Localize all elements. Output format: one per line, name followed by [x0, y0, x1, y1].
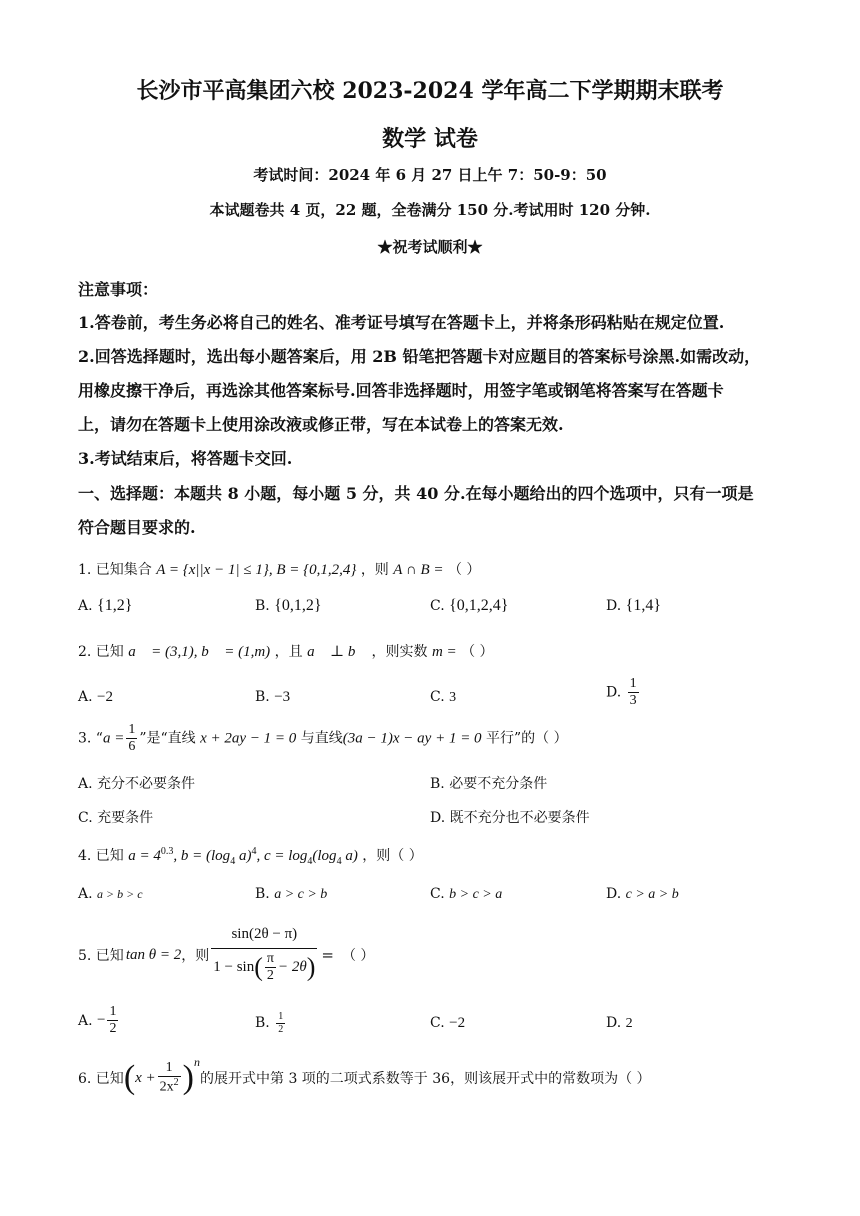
q3-option-d: D. 既不充分也不必要条件 [430, 810, 590, 826]
question-2 [78, 641, 494, 661]
q6-number: 6. 已知 [78, 1071, 124, 1087]
q1-text: ，则 [360, 562, 389, 578]
q1-option-a: A. {1,2} [78, 597, 133, 614]
q5-option-c: C. −2 [430, 1015, 466, 1031]
q2-answer-blank: （ ） [461, 644, 494, 660]
q5-text: ，则 [181, 948, 210, 964]
q3-option-b: B. 必要不充分条件 [430, 776, 548, 792]
q2-option-a: A. −2 [78, 689, 113, 705]
section-1-line-2: 符合题目要求的. [78, 518, 196, 537]
question-5 [78, 920, 374, 990]
notice-heading: 注意事项： [78, 280, 159, 299]
q2-variable: m = [431, 644, 457, 660]
q3-fraction: $\frac{1}{6}$ [128, 722, 136, 755]
q5-equals: = [321, 946, 334, 964]
question-3 [78, 722, 568, 755]
q5-option-d: D. 2 [606, 1015, 633, 1031]
q1-expression: A ∩ B = [393, 562, 444, 578]
q3-line-2: (3a − 1)x − ay + 1 = 0 [342, 730, 482, 747]
q4-option-d: D. c > a > b [606, 886, 679, 902]
blessing: ★祝考试顺利★ [377, 238, 483, 256]
notice-item-2-line-1: 2.回答选择题时，选出每小题答案后，用 2B 铅笔把答题卡对应题目的答案标号涂黑.如需改动， [78, 347, 761, 366]
q6-exponent: n [194, 1055, 200, 1069]
notice-item-2-line-2: 用橡皮擦干净后，再选涂其他答案标号.回答非选择题时，用签字笔或钢笔将答案写在答题卡 [78, 381, 724, 400]
notice-item-1: 1.答卷前，考生务必将自己的姓名、准考证号填写在答题卡上，并将条形码粘贴在规定位置. [78, 313, 725, 332]
q2-text-1: ，且 [274, 644, 303, 660]
q2-vectors: a⃗ = (3,1), b⃗ = (1,m) [128, 644, 271, 660]
question-4 [78, 845, 423, 867]
q1-sets: A = {x||x − 1| ≤ 1}, B = {0,1,2,4} [156, 562, 357, 578]
q3-option-c: C. 充要条件 [78, 810, 154, 826]
q3-lhs: a = [102, 730, 125, 747]
q2-option-c: C. 3 [430, 689, 457, 705]
q5-condition: tan θ = 2 [125, 946, 182, 963]
q1-number: 1. 已知集合 [78, 562, 152, 578]
q3-text-1: ”是“直线 [139, 730, 196, 747]
question-1 [78, 559, 480, 579]
q5-number: 5. 已知 [78, 948, 124, 964]
q4-option-b: B. a > c > b [255, 886, 328, 902]
q1-option-b: B. {0,1,2} [255, 597, 322, 614]
q2-option-d: D. $\frac{1}{3}$ [606, 676, 637, 709]
q5-denominator: 1 − sin( $\frac{\pi}{2}$ − 2θ) [213, 950, 316, 983]
q4-text: ，则（ ） [362, 848, 423, 864]
exam-title: 长沙市平高集团六校 2023-2024 学年高二下学期期末联考 [136, 78, 724, 104]
question-6: 6. 已知 ( x + $\frac{1}{2x^2}$ ) n 的展开式中第 3 项的二项式系数等于 36，则该展开式中的常数项为（ ） [78, 1055, 651, 1096]
q3-text-3: 平行”的（ ） [486, 730, 568, 747]
q1-option-d: D. {1,4} [606, 597, 661, 614]
q5-answer-blank: （ ） [341, 948, 375, 964]
exam-info: 本试题卷共 4 页，22 题，全卷满分 150 分.考试用时 120 分钟. [209, 201, 651, 219]
q5-option-b: B. $\frac{1}{2}$ [255, 1011, 284, 1035]
exam-time: 考试时间：2024 年 6 月 27 日上午 7：50-9：50 [253, 166, 607, 184]
q3-option-a: A. 充分不必要条件 [78, 776, 196, 792]
q2-option-b: B. −3 [255, 689, 291, 705]
q2-text-2: ，则实数 [371, 644, 428, 660]
q3-line-1: x + 2ay − 1 = 0 [200, 730, 297, 747]
exam-subject: 数学 试卷 [382, 126, 478, 152]
q1-option-c: C. {0,1,2,4} [430, 597, 509, 614]
q2-perpendicular: a⃗ ⊥ b⃗ [307, 644, 368, 660]
q4-number: 4. 已知 [78, 848, 124, 864]
q5-fraction [211, 926, 317, 983]
q3-number: 3. “ [78, 730, 103, 747]
notice-item-3: 3.考试结束后，将答题卡交回. [78, 449, 293, 468]
q1-answer-blank: （ ） [447, 562, 481, 578]
q4-expression: $a = 4^{0.3}$, $b = (\log_4$ a)$^4$, $c = \log_4(\log_4$ a) [128, 846, 358, 867]
q5-numerator: sin(2θ − π) [211, 926, 317, 948]
q6-expression: x + [135, 1069, 156, 1086]
q6-fraction: $\frac{1}{2x^2}$ [159, 1060, 179, 1095]
q4-option-c: C. b > c > a [430, 886, 503, 902]
q5-option-a: A. − $\frac{1}{2}$ [78, 1004, 117, 1037]
q4-option-a: A. a > b > c [78, 886, 143, 902]
section-1-line-1: 一、选择题：本题共 8 小题，每小题 5 分，共 40 分.在每小题给出的四个选项中，只有一项是 [78, 484, 754, 503]
q3-text-2: 与直线 [300, 730, 343, 747]
q2-number: 2. 已知 [78, 644, 124, 660]
q6-text: 的展开式中第 3 项的二项式系数等于 36，则该展开式中的常数项为（ ） [200, 1071, 651, 1087]
notice-item-2-line-3: 上，请勿在答题卡上使用涂改液或修正带，写在本试卷上的答案无效. [78, 415, 564, 434]
